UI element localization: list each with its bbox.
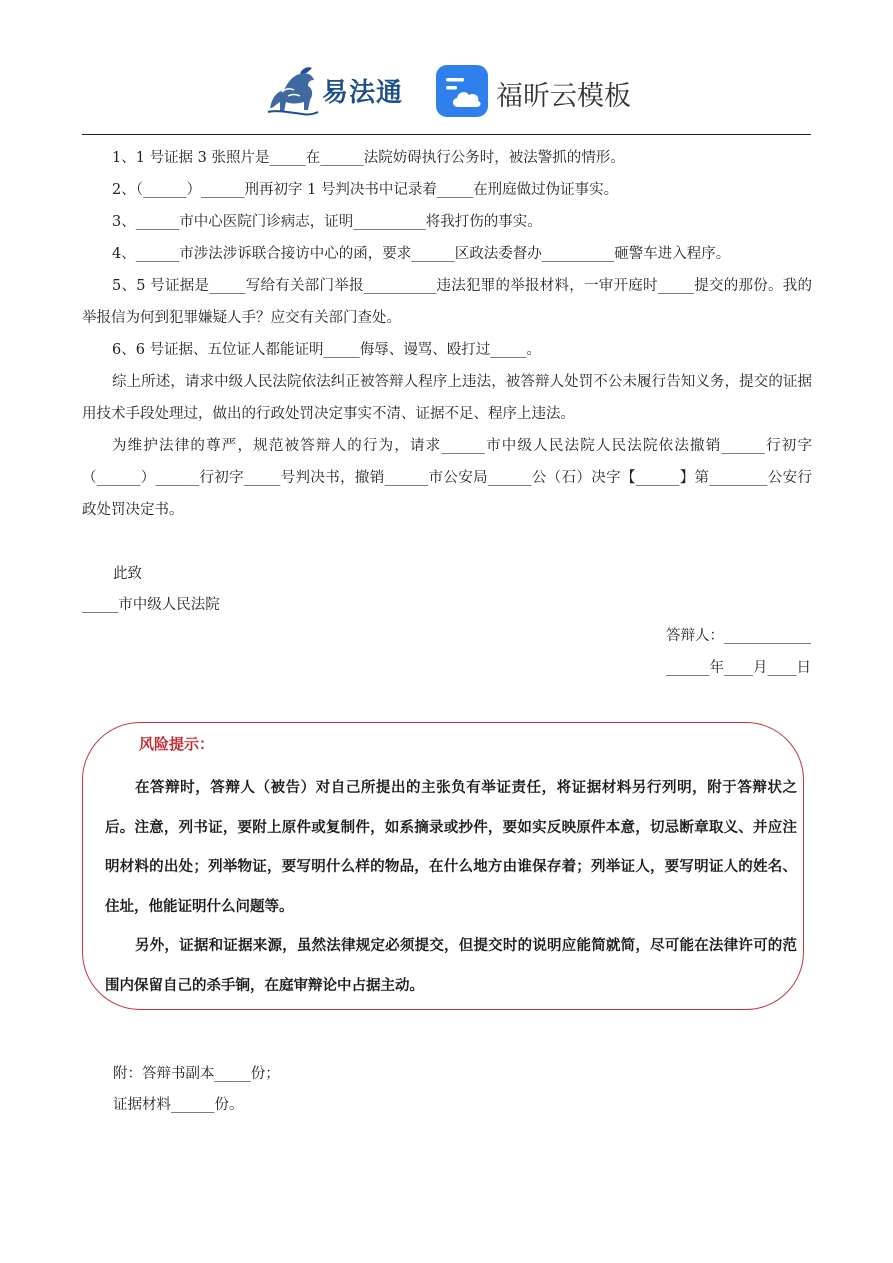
qilin-icon [262,62,322,118]
page-header [0,0,893,136]
evidence-item-1: 1、1 号证据 3 张照片是_____在______法院妨碍执行公务时，被法警抓的情形。 [112,150,625,166]
evidence-item-5: 5、5 号证据是_____写给有关部门举报__________违法犯罪的举报材料，一审开庭时_____提交的那份。我的举报信为何到犯罪嫌疑人手？应交有关部门查处。 [82,278,812,326]
document-body [82,142,812,526]
closing-salutation: 此致 [113,566,142,582]
yifatong-logo [262,62,422,120]
evidence-item-4: 4、______市涉法涉诉联合接访中心的函，要求______区政法委督办__________砸警车进入程序。 [112,246,731,262]
risk-notice-paragraph: 在答辩时，答辩人（被告）对自己所提出的主张负有举证责任，将证据材料另行列明，附于答辩状之后。注意，列书证，要附上原件或复制件，如系摘录或抄件，要如实反映原件本意，切忌断章取义、并应注明材料的出处；列举物证，要写明什么样的物品，在什么地方由谁保存着；列举证人，要写明证人的姓名、住址，他能证明什么问题等。 [105,780,797,915]
yifatong-logo-text: 易法通 [322,78,404,108]
risk-notice-body [105,769,797,1006]
respondent-signature: 答辩人：____________ [666,628,811,644]
signature-date: ______年____月____日 [666,660,811,676]
evidence-item-3: 3、______市中心医院门诊病志，证明__________将我打伤的事实。 [112,214,542,230]
request-paragraph: 为维护法律的尊严，规范被答辩人的行为，请求______市中级人民法院人民法院依法撤销______行初字（______）______行初字_____号判决书，撤销______市公安局______公（石）决字【______】第________公安行政处罚决定书。 [82,438,812,518]
court-name: _____市中级人民法院 [82,597,220,613]
risk-notice-title: 风险提示： [139,735,215,753]
fuxin-logo [436,65,646,119]
attachment-copies: 附：答辩书副本_____份； [113,1066,280,1082]
fuxin-logo-text: 福昕云模板 [496,81,631,112]
evidence-item-6: 6、6 号证据、五位证人都能证明_____侮辱、谩骂、殴打过_____。 [112,342,542,358]
evidence-item-2: 2、（______）______刑再初字 1 号判决书中记录着_____在刑庭做过伪证事实。 [112,182,619,198]
cloud-document-icon [436,65,488,117]
attachment-materials: 证据材料______份。 [113,1097,244,1113]
summary-paragraph: 综上所述，请求中级人民法院依法纠正被答辩人程序上违法，被答辩人处罚不公未履行告知义务，提交的证据用技术手段处理过，做出的行政处罚决定事实不清、证据不足、程序上违法。 [82,374,812,422]
header-divider [82,134,811,135]
risk-notice-box [82,722,804,1010]
risk-notice-paragraph: 另外，证据和证据来源，虽然法律规定必须提交，但提交时的说明应能简就简，尽可能在法律许可的范围内保留自己的杀手锏，在庭审辩论中占据主动。 [105,938,797,994]
